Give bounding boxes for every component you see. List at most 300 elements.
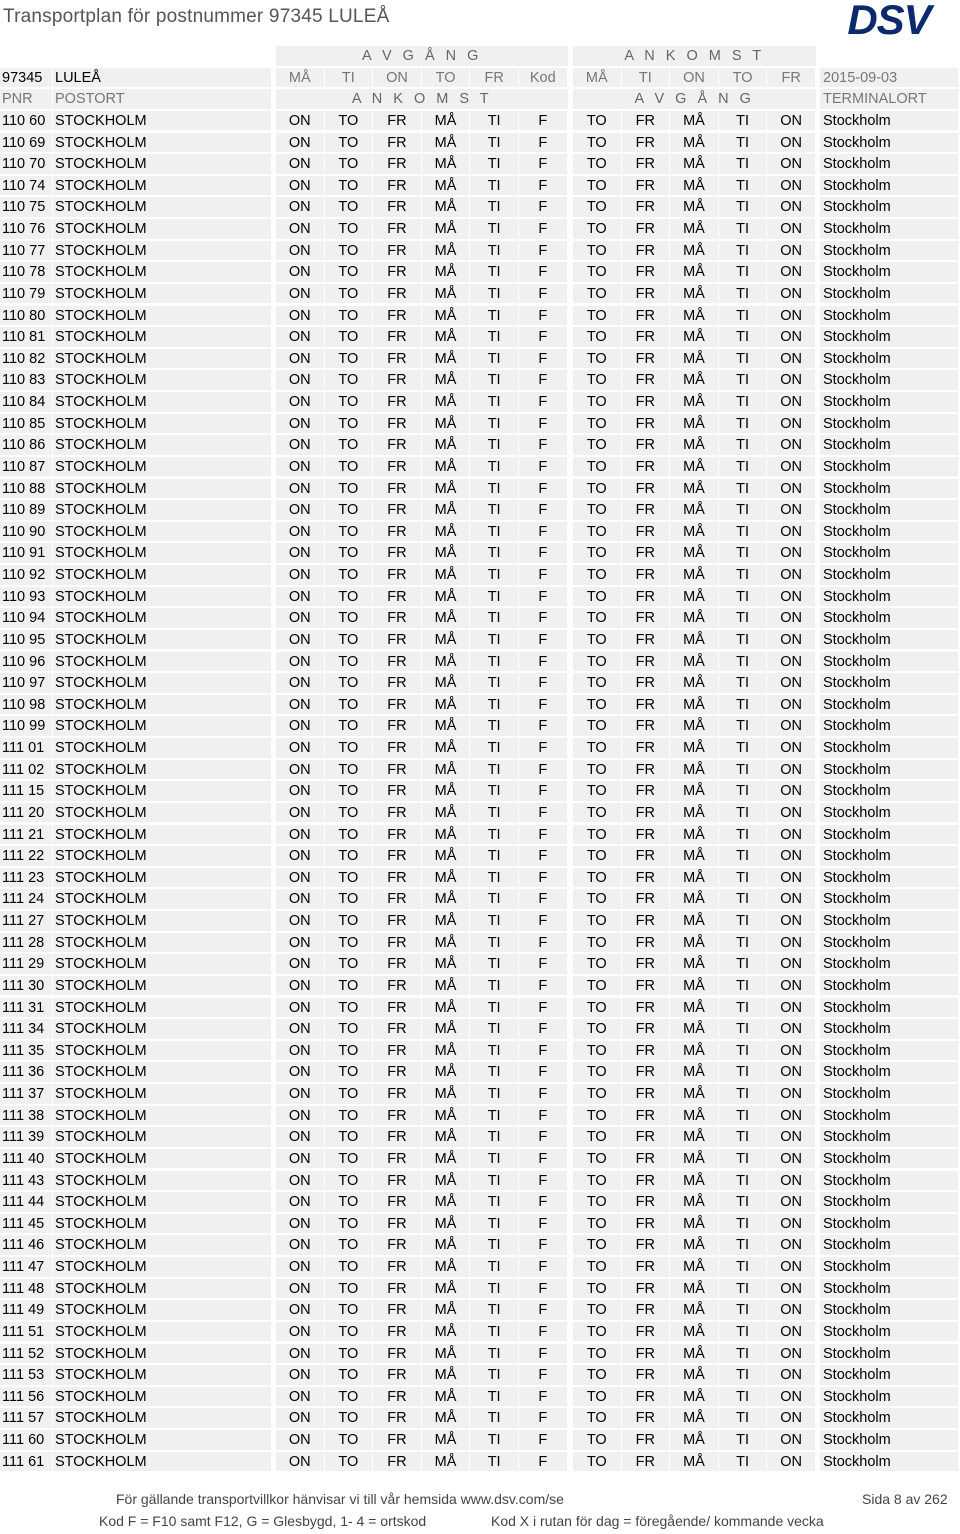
arrival-day-cell: MÅ xyxy=(670,608,718,628)
departure-day-cell: F xyxy=(519,1344,567,1364)
departure-day-cell: TO xyxy=(325,1084,373,1104)
departure-day-cell: F xyxy=(519,1192,567,1212)
departure-day-cell: MÅ xyxy=(422,1214,470,1234)
arrival-day-cell: TI xyxy=(719,262,767,282)
departure-day-cell: TI xyxy=(470,154,518,174)
departure-day-cell: TO xyxy=(325,500,373,520)
departure-day-cell: F xyxy=(519,370,567,390)
postort-cell: STOCKHOLM xyxy=(53,262,271,282)
departure-day-cell: MÅ xyxy=(422,197,470,217)
postal-code-cell: 111 34 xyxy=(0,1019,52,1039)
departure-day-cell: ON xyxy=(276,1344,324,1364)
departure-day-cell: MÅ xyxy=(422,327,470,347)
arrival-day-cell: TO xyxy=(573,1192,621,1212)
departure-day-cell: FR xyxy=(373,133,421,153)
arrival-day-cell: MÅ xyxy=(670,197,718,217)
departure-day-cell: MÅ xyxy=(422,1192,470,1212)
arrival-day-cell: TI xyxy=(719,370,767,390)
postort-cell: STOCKHOLM xyxy=(53,954,271,974)
arrival-day-cell: MÅ xyxy=(670,760,718,780)
departure-day-cell: MÅ xyxy=(422,262,470,282)
table-row xyxy=(0,479,958,501)
arrival-day-cell: TO xyxy=(573,1387,621,1407)
postort-cell: STOCKHOLM xyxy=(53,1214,271,1234)
departure-day-cell: TI xyxy=(470,954,518,974)
arrival-day-cell: ON xyxy=(767,1322,815,1342)
arrival-day-cell: TI xyxy=(719,652,767,672)
postal-code-cell: 111 49 xyxy=(0,1300,52,1320)
departure-day-cell: TO xyxy=(325,1106,373,1126)
departure-day-cell: F xyxy=(519,976,567,996)
postort-cell: STOCKHOLM xyxy=(53,1192,271,1212)
departure-day-cell: MÅ xyxy=(422,825,470,845)
departure-day-cell: TO xyxy=(325,1149,373,1169)
departure-day-cell: MÅ xyxy=(422,565,470,585)
arrival-day-cell: TO xyxy=(573,630,621,650)
arrival-day-cell: FR xyxy=(622,414,670,434)
arrival-day-cell: MÅ xyxy=(670,781,718,801)
terminal-cell: Stockholm xyxy=(820,976,958,996)
header-row-1 xyxy=(0,46,958,68)
arrival-day-cell: TO xyxy=(573,176,621,196)
arr-day-header: FR xyxy=(767,68,815,88)
arrival-day-cell: TO xyxy=(573,652,621,672)
arrival-day-cell: MÅ xyxy=(670,889,718,909)
departure-day-cell: TO xyxy=(325,976,373,996)
arrival-day-cell: TO xyxy=(573,673,621,693)
arrival-day-cell: TI xyxy=(719,435,767,455)
arrival-day-cell: MÅ xyxy=(670,1062,718,1082)
postort-cell: STOCKHOLM xyxy=(53,803,271,823)
postal-code-cell: 110 91 xyxy=(0,543,52,563)
arrival-day-cell: ON xyxy=(767,1430,815,1450)
arrival-day-cell: ON xyxy=(767,1192,815,1212)
departure-day-cell: FR xyxy=(373,435,421,455)
terminal-cell: Stockholm xyxy=(820,1279,958,1299)
arrival-day-cell: FR xyxy=(622,825,670,845)
arrival-day-cell: ON xyxy=(767,306,815,326)
departure-day-cell: TI xyxy=(470,716,518,736)
table-row xyxy=(0,219,958,241)
dep-day-header: TO xyxy=(422,68,470,88)
arrival-day-cell: TI xyxy=(719,1084,767,1104)
departure-day-cell: F xyxy=(519,522,567,542)
terminal-cell: Stockholm xyxy=(820,1214,958,1234)
departure-day-cell: FR xyxy=(373,1279,421,1299)
arrival-day-cell: FR xyxy=(622,1019,670,1039)
departure-day-cell: F xyxy=(519,1279,567,1299)
arrival-day-cell: TO xyxy=(573,1127,621,1147)
arrival-day-cell: TI xyxy=(719,1365,767,1385)
arrival-day-cell: TO xyxy=(573,976,621,996)
arrival-day-cell: TO xyxy=(573,565,621,585)
arrival-day-cell: TO xyxy=(573,1257,621,1277)
departure-day-cell: MÅ xyxy=(422,543,470,563)
postort-cell: STOCKHOLM xyxy=(53,1257,271,1277)
departure-day-cell: TI xyxy=(470,500,518,520)
departure-day-cell: TO xyxy=(325,1192,373,1212)
terminal-cell: Stockholm xyxy=(820,327,958,347)
departure-day-cell: MÅ xyxy=(422,1408,470,1428)
departure-day-cell: TO xyxy=(325,262,373,282)
arrival-day-cell: FR xyxy=(622,219,670,239)
departure-day-cell: MÅ xyxy=(422,911,470,931)
arrival-day-cell: MÅ xyxy=(670,1452,718,1472)
postal-code-cell: 110 89 xyxy=(0,500,52,520)
postal-code-cell: 110 75 xyxy=(0,197,52,217)
terminal-cell: Stockholm xyxy=(820,414,958,434)
table-row xyxy=(0,500,958,522)
departure-day-cell: TI xyxy=(470,370,518,390)
arrival-day-cell: TO xyxy=(573,1300,621,1320)
departure-day-cell: MÅ xyxy=(422,1062,470,1082)
departure-day-cell: MÅ xyxy=(422,522,470,542)
departure-day-cell: F xyxy=(519,1387,567,1407)
arrival-day-cell: ON xyxy=(767,176,815,196)
arrival-day-cell: FR xyxy=(622,1214,670,1234)
departure-day-cell: ON xyxy=(276,370,324,390)
arrival-day-cell: MÅ xyxy=(670,414,718,434)
departure-day-cell: TO xyxy=(325,933,373,953)
departure-day-cell: F xyxy=(519,219,567,239)
departure-day-cell: F xyxy=(519,1214,567,1234)
table-row xyxy=(0,1084,958,1106)
table-row xyxy=(0,738,958,760)
arrival-day-cell: ON xyxy=(767,1235,815,1255)
departure-day-cell: ON xyxy=(276,1279,324,1299)
departure-day-cell: ON xyxy=(276,306,324,326)
table-row xyxy=(0,1149,958,1171)
departure-day-cell: F xyxy=(519,760,567,780)
table-row xyxy=(0,1171,958,1193)
arrival-day-cell: TI xyxy=(719,1387,767,1407)
departure-day-cell: FR xyxy=(373,1019,421,1039)
arrival-day-cell: TI xyxy=(719,803,767,823)
arr-day-header: TI xyxy=(622,68,670,88)
departure-day-cell: ON xyxy=(276,976,324,996)
arrival-day-cell: TO xyxy=(573,1279,621,1299)
departure-day-cell: TI xyxy=(470,1257,518,1277)
departure-day-cell: F xyxy=(519,284,567,304)
departure-day-cell: FR xyxy=(373,1300,421,1320)
terminal-cell: Stockholm xyxy=(820,284,958,304)
departure-day-cell: TI xyxy=(470,392,518,412)
departure-day-cell: FR xyxy=(373,154,421,174)
departure-day-cell: TO xyxy=(325,760,373,780)
arrival-day-cell: MÅ xyxy=(670,349,718,369)
departure-day-cell: MÅ xyxy=(422,1430,470,1450)
departure-day-cell: FR xyxy=(373,1430,421,1450)
postal-code-cell: 110 83 xyxy=(0,370,52,390)
departure-day-cell: MÅ xyxy=(422,998,470,1018)
departure-day-cell: MÅ xyxy=(422,1322,470,1342)
postal-code-cell: 110 95 xyxy=(0,630,52,650)
arrival-day-cell: TI xyxy=(719,1322,767,1342)
departure-day-cell: MÅ xyxy=(422,219,470,239)
departure-day-cell: TI xyxy=(470,197,518,217)
postal-code-cell: 111 37 xyxy=(0,1084,52,1104)
arrival-day-cell: MÅ xyxy=(670,911,718,931)
arrival-day-cell: ON xyxy=(767,111,815,131)
arrival-day-cell: FR xyxy=(622,1430,670,1450)
arrival-day-cell: MÅ xyxy=(670,370,718,390)
departure-day-cell: MÅ xyxy=(422,479,470,499)
arrival-day-cell: FR xyxy=(622,133,670,153)
arrival-day-cell: ON xyxy=(767,1041,815,1061)
postort-cell: STOCKHOLM xyxy=(53,1344,271,1364)
departure-day-cell: TI xyxy=(470,349,518,369)
arrival-day-cell: MÅ xyxy=(670,1322,718,1342)
postal-code-cell: 111 15 xyxy=(0,781,52,801)
departure-day-cell: ON xyxy=(276,868,324,888)
arrival-day-cell: ON xyxy=(767,998,815,1018)
departure-day-cell: FR xyxy=(373,781,421,801)
departure-day-cell: F xyxy=(519,1408,567,1428)
postort-cell: STOCKHOLM xyxy=(53,284,271,304)
departure-day-cell: FR xyxy=(373,1257,421,1277)
terminal-cell: Stockholm xyxy=(820,133,958,153)
departure-day-cell: F xyxy=(519,998,567,1018)
arrival-day-cell: FR xyxy=(622,1300,670,1320)
departure-day-cell: FR xyxy=(373,716,421,736)
departure-day-cell: MÅ xyxy=(422,1300,470,1320)
departure-day-cell: TO xyxy=(325,1387,373,1407)
arrival-day-cell: TO xyxy=(573,522,621,542)
arrival-day-cell: TO xyxy=(573,349,621,369)
postort-cell: STOCKHOLM xyxy=(53,1171,271,1191)
departure-day-cell: FR xyxy=(373,889,421,909)
departure-day-cell: FR xyxy=(373,1106,421,1126)
departure-day-cell: FR xyxy=(373,241,421,261)
arrival-day-cell: FR xyxy=(622,435,670,455)
arrival-day-cell: ON xyxy=(767,1452,815,1472)
table-row xyxy=(0,1062,958,1084)
departure-day-cell: ON xyxy=(276,176,324,196)
postort-cell: STOCKHOLM xyxy=(53,219,271,239)
arrival-day-cell: MÅ xyxy=(670,825,718,845)
arrival-day-cell: TI xyxy=(719,760,767,780)
arrival-day-cell: TO xyxy=(573,1322,621,1342)
header-pnr-value: 97345 xyxy=(0,68,52,88)
departure-day-cell: ON xyxy=(276,760,324,780)
departure-day-cell: TI xyxy=(470,327,518,347)
arrival-day-cell: TI xyxy=(719,176,767,196)
postal-code-cell: 111 45 xyxy=(0,1214,52,1234)
arrival-day-cell: FR xyxy=(622,1041,670,1061)
logo-text: DSV xyxy=(847,0,931,40)
departure-day-cell: F xyxy=(519,349,567,369)
arrival-day-cell: TI xyxy=(719,284,767,304)
terminal-cell: Stockholm xyxy=(820,933,958,953)
departure-day-cell: MÅ xyxy=(422,414,470,434)
arrival-day-cell: ON xyxy=(767,889,815,909)
terminal-cell: Stockholm xyxy=(820,349,958,369)
departure-day-cell: MÅ xyxy=(422,954,470,974)
departure-day-cell: FR xyxy=(373,306,421,326)
arrival-day-cell: MÅ xyxy=(670,976,718,996)
departure-day-cell: TO xyxy=(325,1365,373,1385)
departure-day-cell: F xyxy=(519,954,567,974)
departure-day-cell: TO xyxy=(325,1041,373,1061)
postort-cell: STOCKHOLM xyxy=(53,133,271,153)
arrival-day-cell: FR xyxy=(622,197,670,217)
departure-day-cell: TI xyxy=(470,1365,518,1385)
arrival-day-cell: TO xyxy=(573,1171,621,1191)
departure-day-cell: TI xyxy=(470,284,518,304)
table-row xyxy=(0,1019,958,1041)
postort-cell: STOCKHOLM xyxy=(53,587,271,607)
postort-cell: STOCKHOLM xyxy=(53,1149,271,1169)
arrival-day-cell: FR xyxy=(622,738,670,758)
postort-cell: STOCKHOLM xyxy=(53,1408,271,1428)
departure-day-cell: ON xyxy=(276,1257,324,1277)
arrival-day-cell: TI xyxy=(719,154,767,174)
arrival-day-cell: FR xyxy=(622,349,670,369)
arrival-day-cell: TO xyxy=(573,587,621,607)
arrival-day-cell: FR xyxy=(622,933,670,953)
terminal-cell: Stockholm xyxy=(820,803,958,823)
departure-day-cell: TI xyxy=(470,846,518,866)
departure-day-cell: MÅ xyxy=(422,933,470,953)
departure-day-cell: ON xyxy=(276,457,324,477)
arrival-day-cell: MÅ xyxy=(670,457,718,477)
arrival-day-cell: ON xyxy=(767,500,815,520)
departure-day-cell: ON xyxy=(276,197,324,217)
departure-day-cell: MÅ xyxy=(422,716,470,736)
departure-day-cell: MÅ xyxy=(422,803,470,823)
arrival-day-cell: ON xyxy=(767,1062,815,1082)
arrival-day-cell: ON xyxy=(767,133,815,153)
postort-cell: STOCKHOLM xyxy=(53,998,271,1018)
table-row xyxy=(0,1106,958,1128)
departure-day-cell: F xyxy=(519,176,567,196)
arrival-day-cell: FR xyxy=(622,392,670,412)
terminal-cell: Stockholm xyxy=(820,262,958,282)
postal-code-cell: 111 61 xyxy=(0,1452,52,1472)
table-row xyxy=(0,154,958,176)
arrival-day-cell: FR xyxy=(622,998,670,1018)
arrival-day-cell: MÅ xyxy=(670,1214,718,1234)
arrival-day-cell: ON xyxy=(767,608,815,628)
arrival-day-cell: MÅ xyxy=(670,846,718,866)
departure-day-cell: ON xyxy=(276,1171,324,1191)
arrival-day-cell: MÅ xyxy=(670,695,718,715)
footer-terms: För gällande transportvillkor hänvisar vi till vår hemsida www.dsv.com/se xyxy=(116,1491,564,1507)
departure-day-cell: MÅ xyxy=(422,1257,470,1277)
postal-code-cell: 110 85 xyxy=(0,414,52,434)
arrival-day-cell: ON xyxy=(767,738,815,758)
arrival-day-cell: FR xyxy=(622,695,670,715)
departure-day-cell: TI xyxy=(470,1430,518,1450)
departure-day-cell: F xyxy=(519,587,567,607)
departure-day-cell: ON xyxy=(276,543,324,563)
departure-day-cell: TI xyxy=(470,1387,518,1407)
departure-day-cell: MÅ xyxy=(422,1041,470,1061)
departure-day-cell: ON xyxy=(276,414,324,434)
departure-day-cell: FR xyxy=(373,825,421,845)
departure-day-cell: F xyxy=(519,911,567,931)
terminal-cell: Stockholm xyxy=(820,1171,958,1191)
arrival-day-cell: MÅ xyxy=(670,652,718,672)
arrival-day-cell: FR xyxy=(622,241,670,261)
terminal-cell: Stockholm xyxy=(820,154,958,174)
postort-cell: STOCKHOLM xyxy=(53,976,271,996)
departure-day-cell: FR xyxy=(373,587,421,607)
departure-day-cell: TO xyxy=(325,543,373,563)
terminal-cell: Stockholm xyxy=(820,457,958,477)
departure-day-cell: TI xyxy=(470,608,518,628)
terminalort-column-header: TERMINALORT xyxy=(820,89,958,109)
arrival-day-cell: ON xyxy=(767,219,815,239)
table-row xyxy=(0,111,958,133)
dsv-logo xyxy=(829,0,949,40)
postal-code-cell: 111 38 xyxy=(0,1106,52,1126)
departure-day-cell: ON xyxy=(276,695,324,715)
arrival-day-cell: ON xyxy=(767,954,815,974)
departure-day-cell: ON xyxy=(276,998,324,1018)
departure-day-cell: FR xyxy=(373,457,421,477)
table-row xyxy=(0,284,958,306)
departure-day-cell: TI xyxy=(470,522,518,542)
arrival-day-cell: FR xyxy=(622,1365,670,1385)
arrival-day-cell: TI xyxy=(719,868,767,888)
arrival-day-cell: FR xyxy=(622,154,670,174)
table-row xyxy=(0,414,958,436)
table-row xyxy=(0,1192,958,1214)
postal-code-cell: 111 47 xyxy=(0,1257,52,1277)
departure-day-cell: ON xyxy=(276,111,324,131)
arrival-day-cell: TI xyxy=(719,1300,767,1320)
departure-day-cell: ON xyxy=(276,1387,324,1407)
arrival-day-cell: TI xyxy=(719,630,767,650)
departure-day-cell: MÅ xyxy=(422,587,470,607)
arrival-day-cell: TI xyxy=(719,543,767,563)
postal-code-cell: 110 93 xyxy=(0,587,52,607)
arrival-day-cell: ON xyxy=(767,1257,815,1277)
dep-day-header: FR xyxy=(470,68,518,88)
arrival-day-cell: MÅ xyxy=(670,933,718,953)
arrival-day-cell: TO xyxy=(573,500,621,520)
arrival-day-cell: TO xyxy=(573,1408,621,1428)
footer-code-x: Kod X i rutan för dag = föregående/ kommande vecka xyxy=(491,1513,824,1529)
arrival-day-cell: ON xyxy=(767,976,815,996)
departure-day-cell: F xyxy=(519,803,567,823)
arrival-day-cell: FR xyxy=(622,716,670,736)
arrival-day-cell: MÅ xyxy=(670,1408,718,1428)
arrival-day-cell: TO xyxy=(573,803,621,823)
departure-day-cell: MÅ xyxy=(422,1171,470,1191)
departure-day-cell: MÅ xyxy=(422,608,470,628)
arrival-day-cell: MÅ xyxy=(670,133,718,153)
departure-day-cell: MÅ xyxy=(422,1106,470,1126)
departure-day-cell: TI xyxy=(470,1235,518,1255)
arrival-day-cell: TO xyxy=(573,738,621,758)
departure-day-cell: F xyxy=(519,933,567,953)
departure-day-cell: TO xyxy=(325,1214,373,1234)
departure-day-cell: TO xyxy=(325,803,373,823)
arrival-day-cell: ON xyxy=(767,1387,815,1407)
arrival-day-cell: ON xyxy=(767,327,815,347)
departure-day-cell: TI xyxy=(470,1171,518,1191)
departure-day-cell: TI xyxy=(470,998,518,1018)
postort-cell: STOCKHOLM xyxy=(53,370,271,390)
arrival-day-cell: FR xyxy=(622,1322,670,1342)
postal-code-cell: 111 29 xyxy=(0,954,52,974)
departure-day-cell: TI xyxy=(470,1192,518,1212)
arrival-day-cell: TO xyxy=(573,327,621,347)
terminal-cell: Stockholm xyxy=(820,219,958,239)
postort-cell: STOCKHOLM xyxy=(53,716,271,736)
